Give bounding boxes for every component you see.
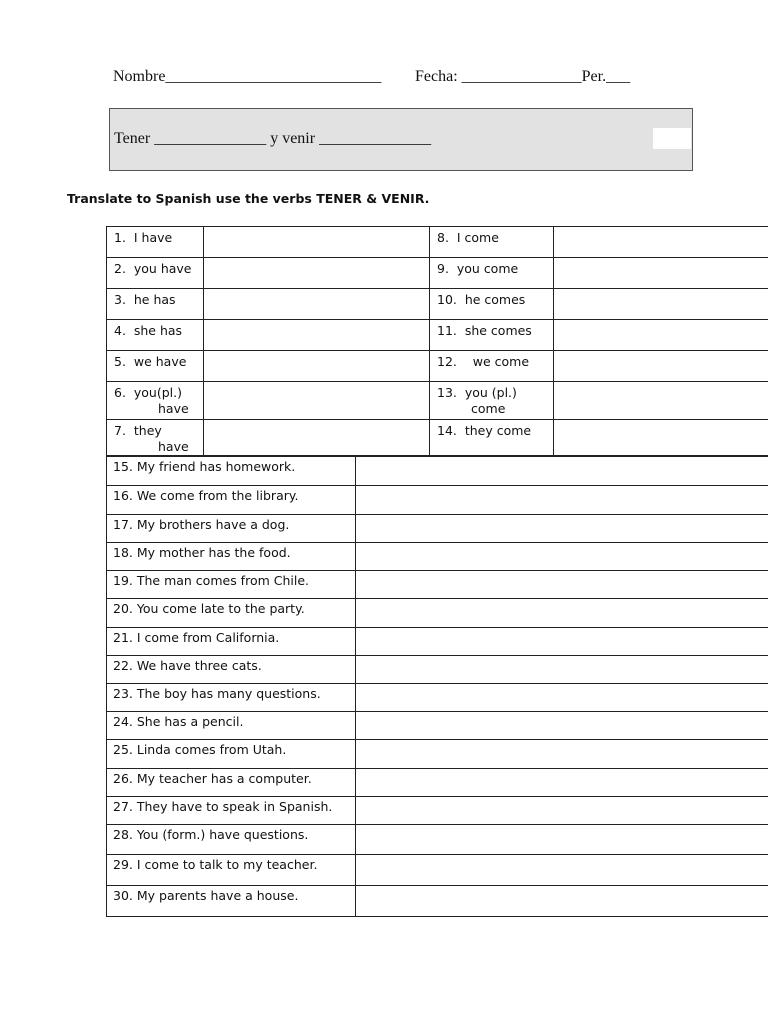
venir-item xyxy=(429,419,553,456)
sentence-prompt: 28. You (form.) have questions. xyxy=(106,825,356,854)
item-text: 8. I come xyxy=(437,230,499,245)
sentence-prompt: 21. I come from California. xyxy=(106,628,356,655)
sentence-row xyxy=(106,543,768,571)
item-text: 14. they come xyxy=(437,423,532,438)
sentence-row xyxy=(106,599,768,628)
sentences-table xyxy=(106,455,768,917)
translation-blank[interactable] xyxy=(356,769,768,796)
venir-item xyxy=(429,319,553,350)
sentence-prompt: 20. You come late to the party. xyxy=(106,599,356,627)
sentence-prompt: 17. My brothers have a dog. xyxy=(106,515,356,542)
answer-blank[interactable] xyxy=(203,381,429,419)
sentence-prompt: 18. My mother has the food. xyxy=(106,543,356,570)
item-text: 10. he comes xyxy=(437,292,526,307)
sentence-row xyxy=(106,886,768,917)
sentence-row xyxy=(106,855,768,886)
item-text: 2. you have xyxy=(114,261,192,276)
tener-item xyxy=(106,257,203,288)
sentence-row xyxy=(106,656,768,684)
translation-blank[interactable] xyxy=(356,656,768,683)
answer-blank[interactable] xyxy=(553,350,768,381)
sentence-prompt: 16. We come from the library. xyxy=(106,486,356,514)
translation-blank[interactable] xyxy=(356,825,768,854)
translation-blank[interactable] xyxy=(356,628,768,655)
tener-item xyxy=(106,319,203,350)
name-date-header xyxy=(113,68,753,92)
translation-blank[interactable] xyxy=(356,543,768,570)
sentence-prompt: 26. My teacher has a computer. xyxy=(106,769,356,796)
item-text-continued: have xyxy=(158,401,189,416)
answer-blank[interactable] xyxy=(203,350,429,381)
translation-blank[interactable] xyxy=(356,684,768,711)
answer-blank[interactable] xyxy=(553,381,768,419)
sentence-row xyxy=(106,457,768,486)
sentence-row xyxy=(106,712,768,740)
sentence-row xyxy=(106,486,768,515)
translation-blank[interactable] xyxy=(356,515,768,542)
translation-blank[interactable] xyxy=(356,855,768,885)
item-text: 4. she has xyxy=(114,323,183,338)
venir-item xyxy=(429,226,553,257)
sentence-row xyxy=(106,825,768,855)
translation-blank[interactable] xyxy=(356,486,768,514)
answer-blank[interactable] xyxy=(203,226,429,257)
sentence-prompt: 30. My parents have a house. xyxy=(106,886,356,916)
tener-item xyxy=(106,419,203,456)
venir-item xyxy=(429,381,553,419)
item-text: 12. we come xyxy=(437,354,530,369)
conjugation-grid xyxy=(106,226,768,456)
sentence-row xyxy=(106,797,768,825)
answer-blank[interactable] xyxy=(203,319,429,350)
sentence-row xyxy=(106,515,768,543)
item-text: 1. I have xyxy=(114,230,173,245)
sentence-prompt: 23. The boy has many questions. xyxy=(106,684,356,711)
item-text-continued: have xyxy=(158,439,189,454)
translation-blank[interactable] xyxy=(356,571,768,598)
answer-blank[interactable] xyxy=(553,226,768,257)
sentence-prompt: 27. They have to speak in Spanish. xyxy=(106,797,356,824)
verb-definition-box xyxy=(109,108,693,171)
venir-item xyxy=(429,288,553,319)
sentence-row xyxy=(106,571,768,599)
item-text: 9. you come xyxy=(437,261,519,276)
sentence-row xyxy=(106,740,768,769)
white-patch xyxy=(653,128,691,149)
tener-venir-blanks[interactable]: Tener ______________ y venir ______________ xyxy=(114,130,432,147)
tener-item xyxy=(106,226,203,257)
item-text: 13. you (pl.) xyxy=(437,385,517,400)
tener-item xyxy=(106,381,203,419)
venir-item xyxy=(429,350,553,381)
item-text: 6. you(pl.) xyxy=(114,385,182,400)
answer-blank[interactable] xyxy=(553,288,768,319)
translation-blank[interactable] xyxy=(356,797,768,824)
sentence-prompt: 22. We have three cats. xyxy=(106,656,356,683)
sentence-row xyxy=(106,769,768,797)
answer-blank[interactable] xyxy=(203,288,429,319)
answer-blank[interactable] xyxy=(203,419,429,456)
tener-item xyxy=(106,350,203,381)
translation-blank[interactable] xyxy=(356,712,768,739)
item-text: 3. he has xyxy=(114,292,176,307)
venir-item xyxy=(429,257,553,288)
nombre-field[interactable]: Nombre___________________________ xyxy=(113,68,382,85)
item-text: 7. they xyxy=(114,423,162,438)
item-text: 5. we have xyxy=(114,354,187,369)
sentence-prompt: 25. Linda comes from Utah. xyxy=(106,740,356,768)
answer-blank[interactable] xyxy=(553,257,768,288)
sentence-row xyxy=(106,628,768,656)
item-text: 11. she comes xyxy=(437,323,532,338)
instructions: Translate to Spanish use the verbs TENER & VENIR. xyxy=(67,191,430,206)
tener-item xyxy=(106,288,203,319)
sentence-prompt: 15. My friend has homework. xyxy=(106,457,356,485)
answer-blank[interactable] xyxy=(553,319,768,350)
sentence-prompt: 19. The man comes from Chile. xyxy=(106,571,356,598)
translation-blank[interactable] xyxy=(356,886,768,916)
answer-blank[interactable] xyxy=(553,419,768,456)
sentence-prompt: 24. She has a pencil. xyxy=(106,712,356,739)
sentence-prompt: 29. I come to talk to my teacher. xyxy=(106,855,356,885)
translation-blank[interactable] xyxy=(356,740,768,768)
fecha-period-field[interactable]: Fecha: _______________Per.___ xyxy=(415,68,631,85)
translation-blank[interactable] xyxy=(356,599,768,627)
item-text-continued: come xyxy=(471,401,506,416)
translation-blank[interactable] xyxy=(356,457,768,485)
sentence-row xyxy=(106,684,768,712)
answer-blank[interactable] xyxy=(203,257,429,288)
